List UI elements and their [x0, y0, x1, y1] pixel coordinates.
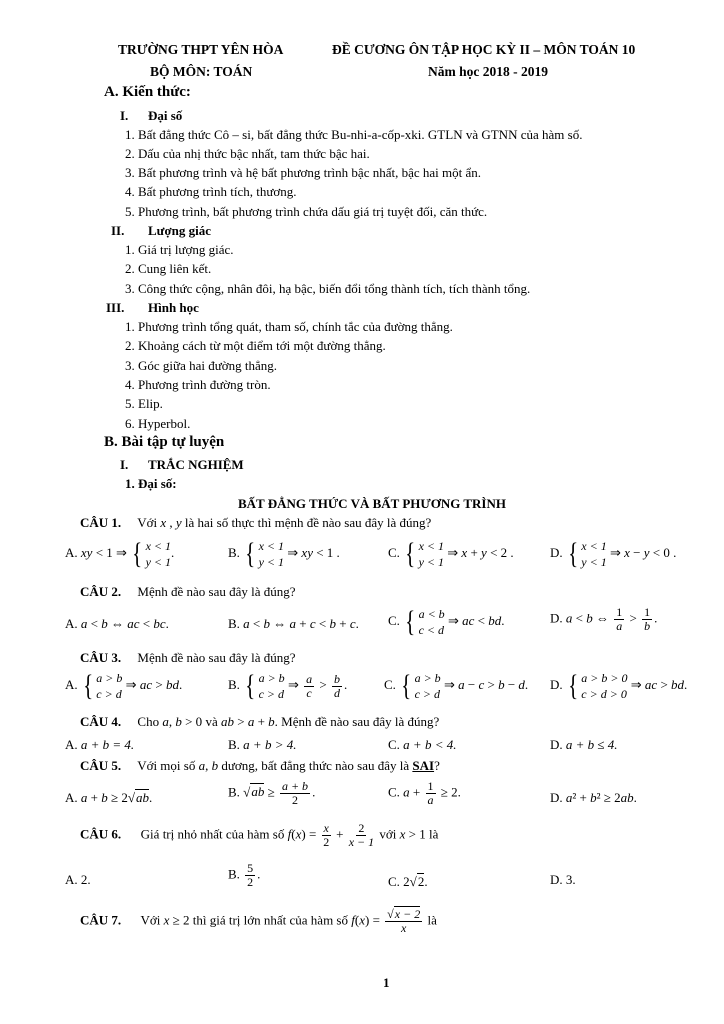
q4-option-d[interactable]: D. a + b ≤ 4.: [550, 737, 618, 752]
q2-option-d[interactable]: D. a < b ⇔ $\frac{1}{a}$ > $\frac{1}{b}$ .: [550, 605, 658, 633]
q2-option-a[interactable]: A. a < b ⇔ ac < bc.: [65, 616, 169, 631]
sub-subsection: 1. Đại số:: [125, 476, 177, 491]
q5-option-d[interactable]: D. a² + b² ≥ 2ab.: [550, 790, 637, 805]
list-item: 5. Phương trình, bất phương trình chứa dấu giá trị tuyệt đối, căn thức.: [125, 204, 488, 219]
q3-option-c[interactable]: C. { a > b c > d ⇒ a − c > b − d.: [384, 669, 529, 702]
list-item: 5. Elip.: [125, 396, 163, 411]
group-3-name: Hình học: [148, 300, 199, 315]
q2-option-b[interactable]: B. a < b ⇔ a + c < b + c.: [228, 616, 359, 631]
q6-option-b[interactable]: B. $\frac{5}{2}$ .: [228, 861, 261, 889]
group-3-num: III.: [106, 300, 125, 315]
q3-option-a[interactable]: A. { a > b c > d ⇒ ac > bd.: [65, 669, 183, 702]
q6-option-a[interactable]: A. 2.: [65, 872, 91, 887]
list-item: 3. Bất phương trình và hệ bất phương trình bậc nhất, bậc hai một ẩn.: [125, 165, 482, 180]
q6-option-d[interactable]: D. 3.: [550, 872, 576, 887]
q5-option-c[interactable]: C. a + $\frac{1}{a}$ ≥ 2.: [388, 779, 461, 807]
page-number: 1: [383, 975, 390, 990]
list-item: 2. Cung liên kết.: [125, 261, 212, 276]
question-5: CÂU 5. Với mọi số a, b dương, bất đẳng thức nào sau đây là SAI?: [80, 758, 440, 773]
list-item: 1. Bất đẳng thức Cô – si, bất đẳng thức Bu-nhi-a-cốp-xki. GTLN và GTNN của hàm số.: [125, 127, 583, 142]
q3-option-d[interactable]: D. { a > b > 0 c > d > 0 ⇒ ac > bd.: [550, 669, 688, 702]
list-item: 6. Hyperbol.: [125, 416, 191, 431]
q5-option-b[interactable]: B. √ab ≥ $\frac{a + b}{2}$ .: [228, 779, 316, 807]
list-item: 2. Khoảng cách từ một điểm tới một đường thẳng.: [125, 338, 386, 353]
question-6: CÂU 6. Giá trị nhỏ nhất của hàm số f(x) = $\frac{x}{2}$ + $\frac{2}{x - 1}$ với x > 1 là: [80, 821, 439, 849]
subsection-name: TRẮC NGHIỆM: [148, 457, 244, 472]
list-item: 1. Giá trị lượng giác.: [125, 242, 234, 257]
question-7: CÂU 7. Với x ≥ 2 thì giá trị lớn nhất của hàm số f(x) = $\frac{√x - 2}{x}$ là: [80, 907, 437, 935]
department: BỘ MÔN: TOÁN: [150, 64, 253, 79]
list-item: 3. Công thức cộng, nhân đôi, hạ bậc, biến đổi tổng thành tích, tích thành tổng.: [125, 281, 531, 296]
list-item: 1. Phương trình tổng quát, tham số, chính tắc của đường thẳng.: [125, 319, 453, 334]
q4-option-b[interactable]: B. a + b > 4.: [228, 737, 297, 752]
group-1-num: I.: [120, 108, 129, 123]
school-name: TRƯỜNG THPT YÊN HÒA: [118, 42, 284, 57]
q4-option-c[interactable]: C. a + b < 4.: [388, 737, 457, 752]
q2-option-c[interactable]: C. { a < b c < d ⇒ ac < bd.: [388, 605, 505, 638]
q1-option-d[interactable]: D. { x < 1 y < 1 ⇒ x − y < 0 .: [550, 537, 677, 570]
group-1-name: Đại số: [148, 108, 183, 123]
q5-option-a[interactable]: A. a + b ≥ 2√ab.: [65, 790, 153, 805]
q1-option-a[interactable]: A. xy < 1 ⇒ { x < 1 y < 1 .: [65, 537, 175, 570]
subsection-num: I.: [120, 457, 129, 472]
list-item: 4. Bất phương trình tích, thương.: [125, 184, 297, 199]
topic-heading: BẤT ĐẲNG THỨC VÀ BẤT PHƯƠNG TRÌNH: [238, 496, 506, 511]
q6-option-c[interactable]: C. 2√2.: [388, 874, 428, 889]
question-4: CÂU 4. Cho a, b > 0 và ab > a + b. Mệnh đề nào sau đây là đúng?: [80, 714, 440, 729]
section-a-title: A. Kiến thức:: [104, 84, 191, 100]
list-item: 2. Dấu của nhị thức bậc nhất, tam thức bậc hai.: [125, 146, 370, 161]
list-item: 3. Góc giữa hai đường thẳng.: [125, 358, 278, 373]
section-b-title: B. Bài tập tự luyện: [104, 434, 225, 450]
question-3: CÂU 3. Mệnh đề nào sau đây là đúng?: [80, 650, 296, 665]
question-2: CÂU 2. Mệnh đề nào sau đây là đúng?: [80, 584, 296, 599]
q4-option-a[interactable]: A. a + b = 4.: [65, 737, 135, 752]
doc-title: ĐỀ CƯƠNG ÔN TẬP HỌC KỲ II – MÔN TOÁN 10: [332, 42, 636, 57]
question-1: CÂU 1. Với x , y là hai số thực thì mệnh đề nào sau đây là đúng?: [80, 515, 432, 530]
q3-option-b[interactable]: B. { a > b c > d ⇒ $\frac{a}{c}$ > $\frac{b}{d}$ .: [228, 669, 348, 702]
group-2-name: Lượng giác: [148, 223, 212, 238]
q1-option-b[interactable]: B. { x < 1 y < 1 ⇒ xy < 1 .: [228, 537, 340, 570]
question-label: CÂU 1.: [80, 515, 122, 530]
q1-option-c[interactable]: C. { x < 1 y < 1 ⇒ x + y < 2 .: [388, 537, 514, 570]
group-2-num: II.: [111, 223, 125, 238]
school-year: Năm học 2018 - 2019: [428, 64, 548, 79]
list-item: 4. Phương trình đường tròn.: [125, 377, 271, 392]
